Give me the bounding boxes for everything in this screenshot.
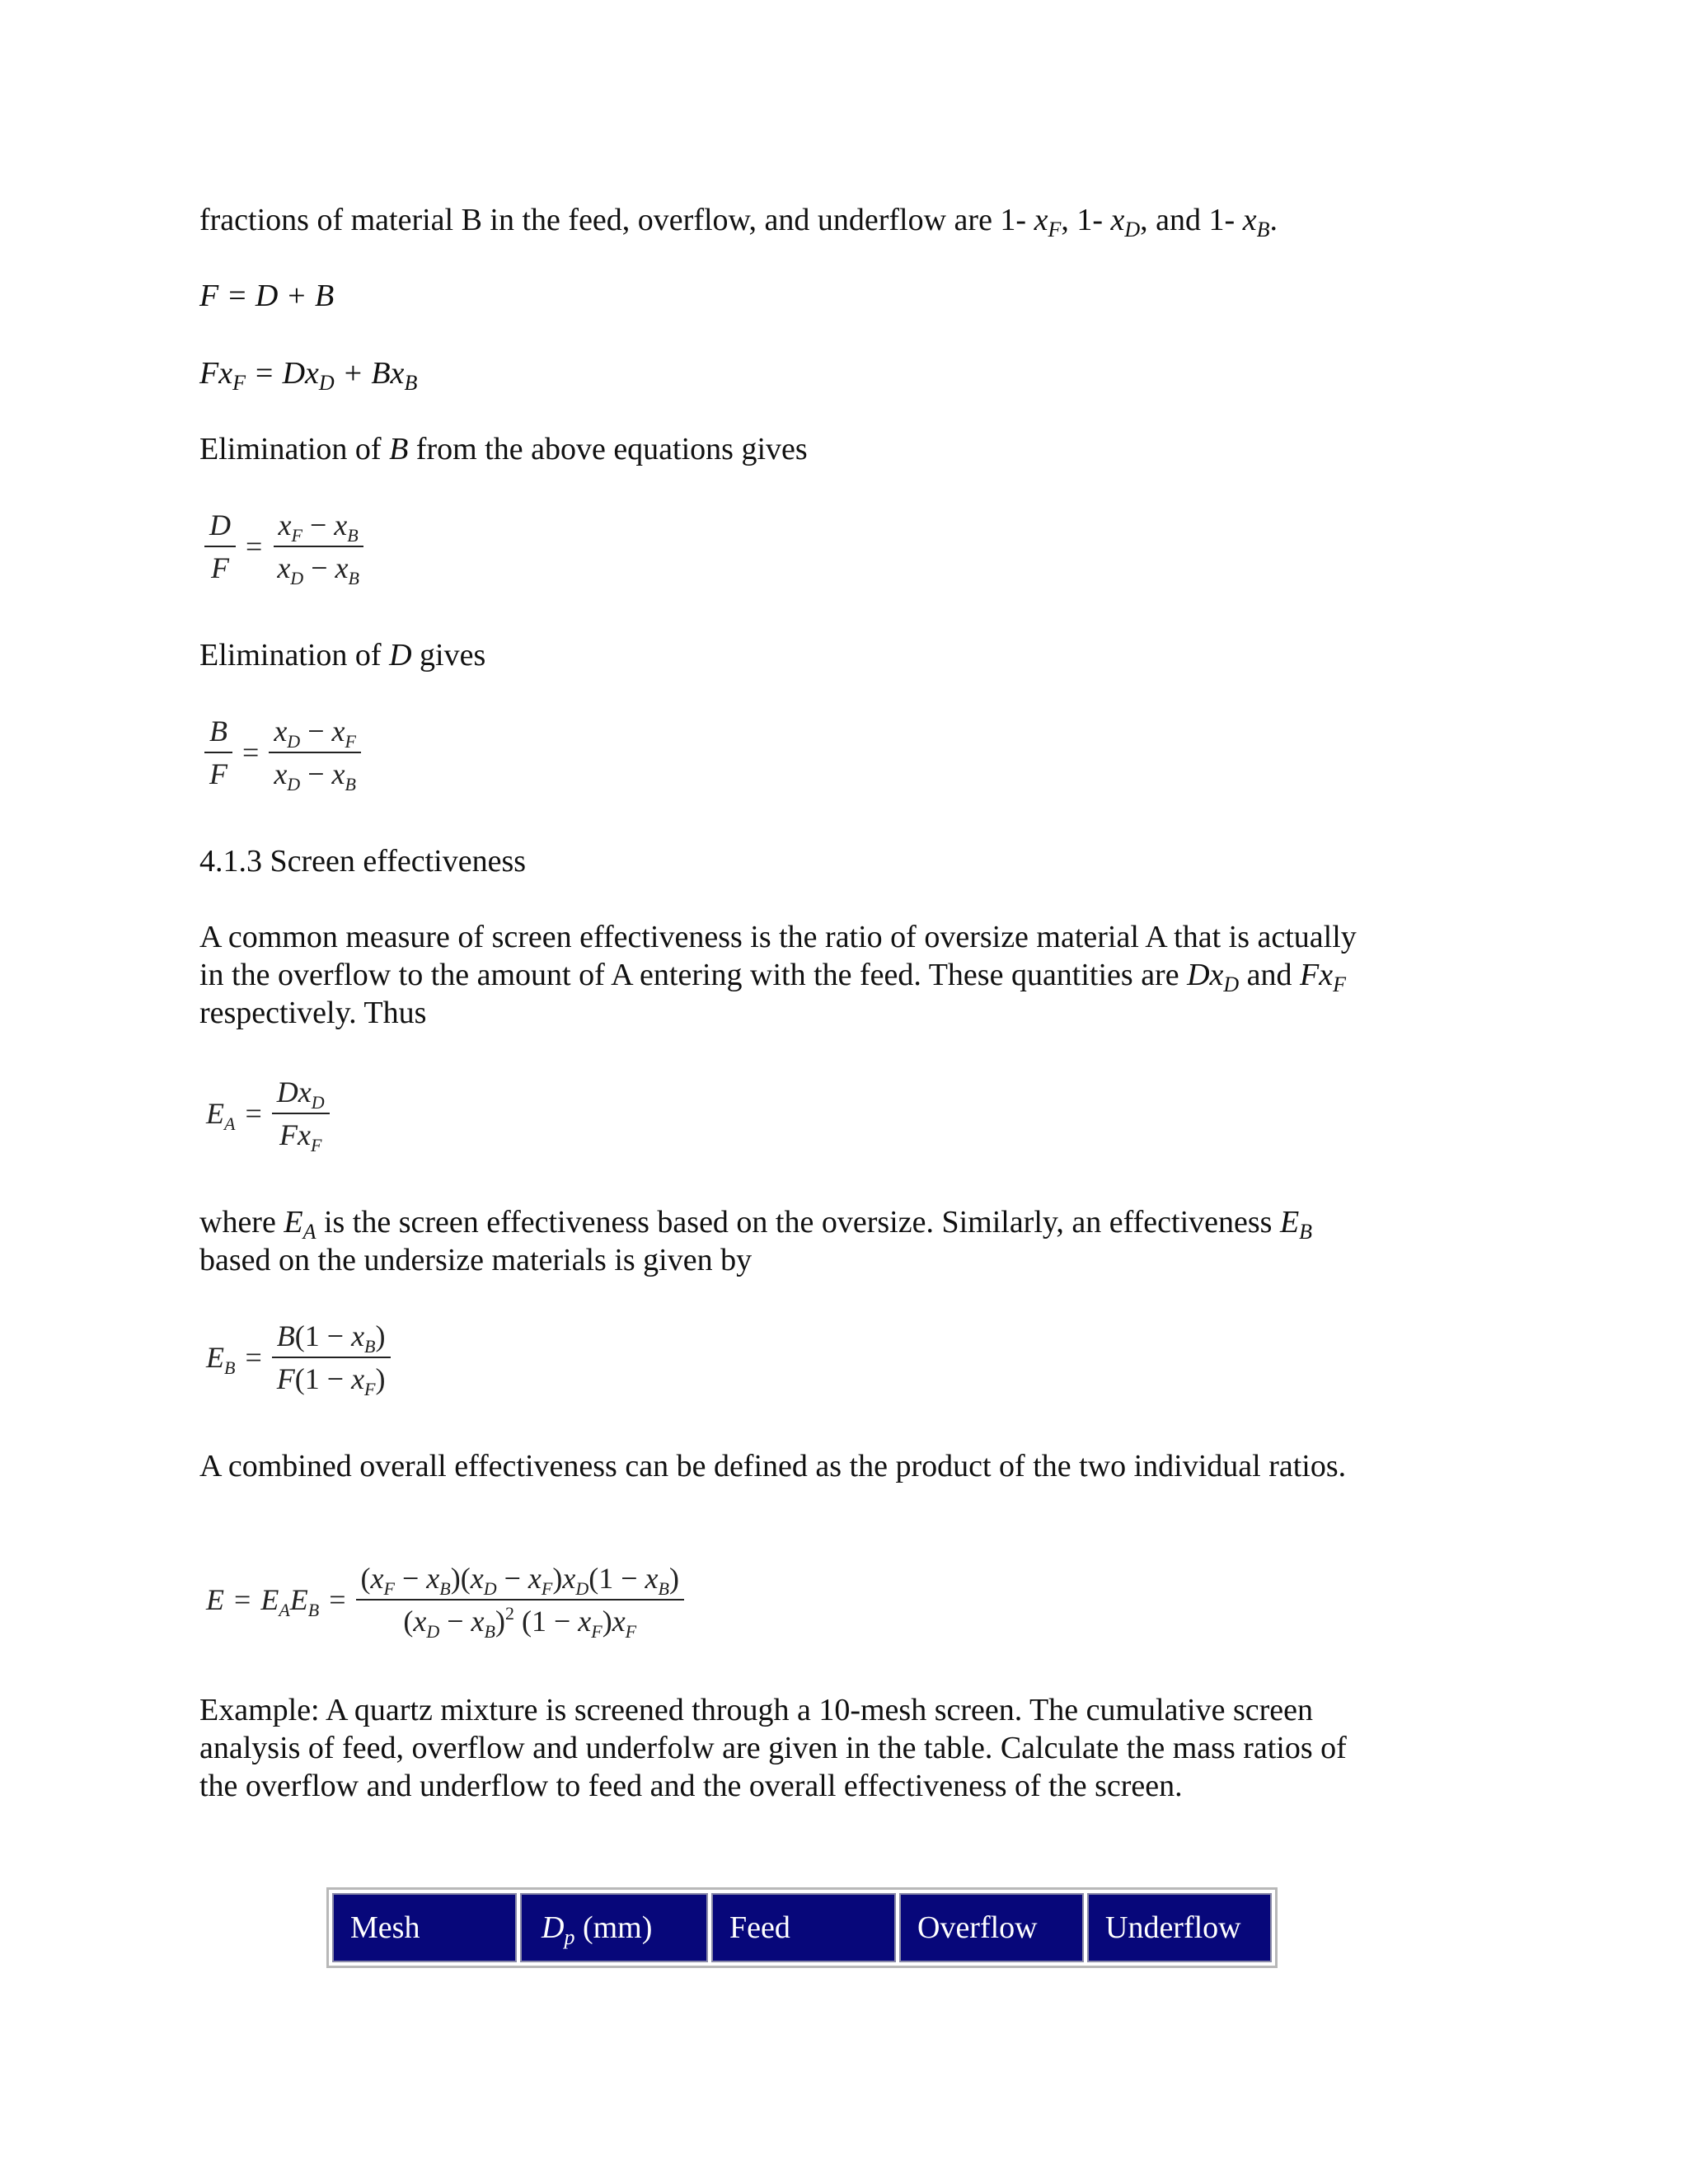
table-header-row [332, 1893, 1272, 1962]
fraction: $\frac{D}{F}$ [204, 508, 236, 585]
text: from the above equations gives [408, 432, 808, 466]
var: E [1279, 1205, 1300, 1240]
text: , 1- [1061, 203, 1111, 237]
fraction: $\frac{x_D - x_F}{x_D - x_B}$ [269, 714, 361, 791]
var: Dx [1187, 958, 1224, 992]
paragraph-where [199, 1203, 1353, 1279]
text: fractions of material B in the feed, overflow, and underflow are 1- [199, 203, 1034, 237]
text: Elimination of [199, 638, 390, 673]
unit: (mm) [574, 1910, 653, 1945]
sub: A [302, 1220, 316, 1244]
var-x: x [1034, 203, 1048, 237]
paragraph-measure [199, 918, 1370, 1032]
text: + Bx [334, 356, 405, 391]
text: = Dx [245, 356, 319, 391]
var: D [542, 1910, 565, 1945]
paragraph-fractions [199, 201, 1353, 239]
var-x: x [1110, 203, 1125, 237]
equation-ea: $E_A$ = $\frac{Dx_D}{Fx_F}$ [206, 1075, 330, 1152]
equation-mass-balance: F = D + B [199, 279, 335, 313]
sub: p [564, 1925, 575, 1949]
paragraph-elim-d [199, 636, 1353, 674]
sub: D [1223, 972, 1240, 996]
sub-B: B [1256, 218, 1270, 241]
equation-eb: $E_B$ = $\frac{B(1 - x_B)}{F(1 - x_F)}$ [206, 1319, 391, 1396]
sub: F [1333, 972, 1347, 996]
paragraph-combined: A combined overall effectiveness can be defined as the product of the two individual ratios. [199, 1449, 1347, 1483]
fraction: $\frac{Dx_D}{Fx_F}$ [272, 1075, 330, 1152]
text: . [1269, 203, 1278, 237]
header-feed: Feed [711, 1893, 896, 1962]
header-mesh: Mesh [332, 1893, 517, 1962]
sub: F [232, 371, 246, 395]
text: Fx [199, 356, 233, 391]
sub-F: F [1048, 218, 1062, 241]
sub: D [318, 371, 335, 395]
var: Fx [1300, 958, 1334, 992]
fraction: $\frac{(x_F - x_B)(x_D - x_F)x_D(1 - x_B)}{(x_D - x_B)^2 (1 - x_F)x_F}$ [356, 1561, 684, 1638]
equation-b-over-f: $\frac{B}{F}$ = $\frac{x_D - x_F}{x_D - x_B}$ [204, 714, 361, 791]
header-overflow: Overflow [899, 1893, 1084, 1962]
text: where [199, 1205, 284, 1240]
header-dp [520, 1893, 708, 1962]
sub: B [1299, 1220, 1313, 1244]
fraction: $\frac{B(1 - x_B)}{F(1 - x_F)}$ [272, 1319, 391, 1396]
paragraph-example: Example: A quartz mixture is screened through a 10-mesh screen. The cumulative screen analysis of feed, overflow and underfolw are given in the table. Calculate the mass ratios of the overflow and underflow to feed and the overall effectiveness of the screen. [199, 1693, 1347, 1803]
text: based on the undersize materials is given by [199, 1243, 753, 1277]
header-underflow: Underflow [1087, 1893, 1272, 1962]
fraction: $\frac{B}{F}$ [204, 714, 232, 791]
var: E [284, 1205, 303, 1240]
fraction: $\frac{x_F - x_B}{x_D - x_B}$ [272, 508, 364, 585]
screen-analysis-table [326, 1887, 1278, 1968]
text: gives [411, 638, 486, 673]
equation-component-balance [199, 354, 1353, 395]
section-heading: 4.1.3 Screen effectiveness [199, 844, 527, 879]
sub: B [404, 371, 418, 395]
text: respectively. Thus [199, 996, 427, 1030]
text: is the screen effectiveness based on the oversize. Similarly, an effectiveness [316, 1205, 1280, 1240]
var-x: x [1242, 203, 1257, 237]
var: B [389, 432, 409, 466]
var: D [389, 638, 412, 673]
equation-d-over-f: $\frac{D}{F}$ = $\frac{x_F - x_B}{x_D - x_B}$ [204, 508, 364, 585]
text: Elimination of [199, 432, 390, 466]
paragraph-elim-b [199, 430, 1353, 468]
equation-overall: E = $E_AE_B$ = $\frac{(x_F - x_B)(x_D - x_F)x_D(1 - x_B)}{(x_D - x_B)^2 (1 - x_F)x_F}$ [206, 1561, 684, 1638]
text: , and 1- [1140, 203, 1243, 237]
sub-D: D [1124, 218, 1141, 241]
text: and [1239, 958, 1301, 992]
text: A common measure of screen effectiveness is the ratio of oversize material A that is actually in the overflow to the amount of A entering with the feed. These quantities are [199, 920, 1357, 992]
